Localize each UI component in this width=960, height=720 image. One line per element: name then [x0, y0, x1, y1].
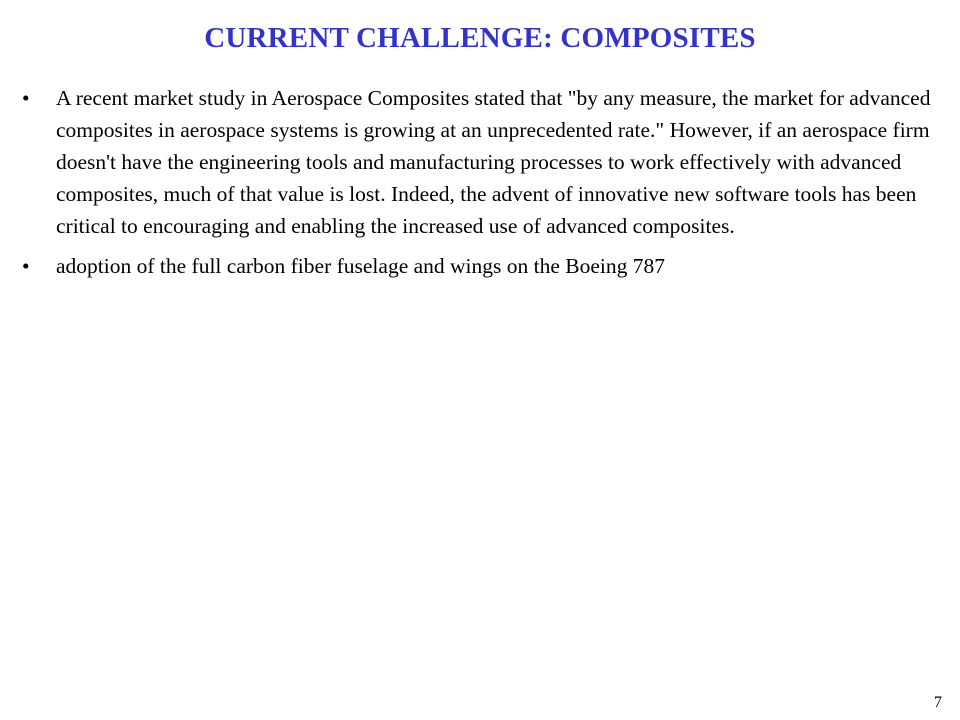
bullet-item — [22, 250, 942, 282]
page-number: 7 — [934, 694, 942, 711]
bullet-text: adoption of the full carbon fiber fuselage and wings on the Boeing 787 — [56, 254, 666, 278]
bullet-marker-icon: • — [22, 86, 30, 110]
bullet-list — [22, 82, 942, 290]
bullet-marker-icon: • — [22, 254, 30, 278]
bullet-item — [22, 82, 942, 242]
bullet-text: A recent market study in Aerospace Composites stated that "by any measure, the market for advanced composites in aerospace systems is growing at an unprecedented rate." However, if an aerospace firm doesn't have the engineering tools and manufacturing processes to work effectively with advanced composites, much of that value is lost. Indeed, the advent of innovative new software tools has been critical to encouraging and enabling the increased use of advanced composites. — [56, 86, 931, 238]
slide-title: CURRENT CHALLENGE: COMPOSITES — [204, 22, 756, 54]
